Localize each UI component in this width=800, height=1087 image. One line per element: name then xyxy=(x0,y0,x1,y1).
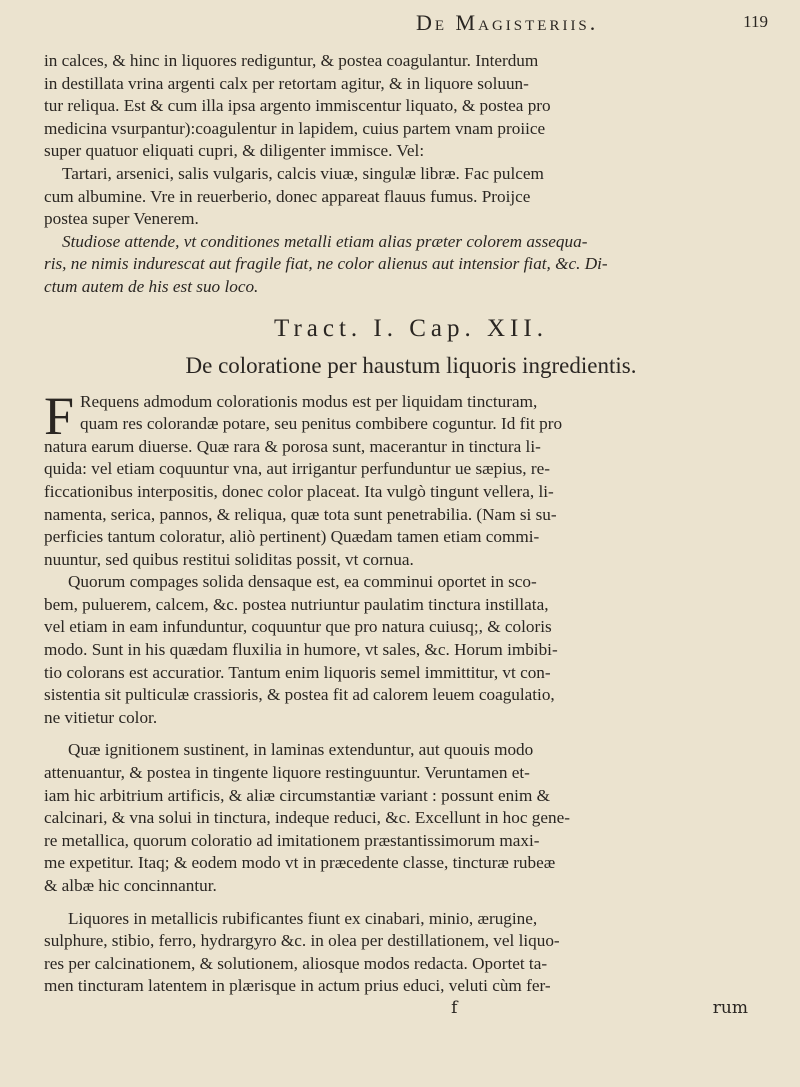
text-line: bem, puluerem, calcem, &c. postea nutriuntur paulatim tinctura instillata, xyxy=(44,594,549,614)
running-head-title: De Magisteriis. xyxy=(416,10,599,35)
text-line: namenta, serica, pannos, & reliqua, quæ tota sunt penetrabilia. (Nam si su- xyxy=(44,504,557,524)
text-line: iam hic arbitrium artificis, & aliæ circumstantiæ variant : possunt enim & xyxy=(44,785,550,805)
text-line: cum albumine. Vre in reuerberio, donec appareat flauus fumus. Proijce xyxy=(44,186,531,206)
text-line: attenuantur, & postea in tingente liquore restinguuntur. Veruntamen et- xyxy=(44,763,530,783)
text-line: Studiose attende, vt conditiones metalli etiam alias præter colorem assequa- xyxy=(62,231,588,251)
page-footer xyxy=(44,998,778,1018)
text-line: quam res colorandæ potare, seu penitus combibere coguntur. Id fit pro xyxy=(80,414,563,434)
text-line: Tartari, arsenici, salis vulgaris, calcis viuæ, singulæ libræ. Fac pulcem xyxy=(62,163,544,183)
text-line: ctum autem de his est suo loco. xyxy=(44,276,259,296)
paragraph-body-2 xyxy=(44,571,778,729)
text-line: quida: vel etiam coquuntur vna, aut irrigantur perfunduntur ue sæpius, re- xyxy=(44,459,550,479)
page-number: 119 xyxy=(743,12,768,31)
section-title: De coloratione per haustum liquoris ingredientis. xyxy=(185,352,637,378)
text-line: & albæ hic concinnantur. xyxy=(44,876,217,895)
text-line: medicina vsurpantur):coagulentur in lapidem, cuius partem vnam proiice xyxy=(44,118,546,138)
text-line: sulphure, stibio, ferro, hydrargyro &c. in olea per destillationem, vel liquo- xyxy=(44,931,560,951)
catchword: rum xyxy=(712,997,748,1018)
paragraph-body-1 xyxy=(44,385,778,572)
signature-mark: f xyxy=(451,997,458,1018)
text-line: ficcationibus interpositis, donec color placeat. Ita vulgò tingunt vellera, li- xyxy=(44,481,554,501)
paragraph-note xyxy=(44,231,778,299)
text-line: men tincturam latentem in plærisque in actum prius educi, veluti cùm fer- xyxy=(44,976,551,996)
text-line: tur reliqua. Est & cum illa ipsa argento immiscentur liquato, & postea pro xyxy=(44,96,551,116)
text-line: res per calcinationem, & solutionem, aliosque modos redacta. Oportet ta- xyxy=(44,953,548,973)
running-head xyxy=(44,10,778,50)
text-line: calcinari, & vna solui in tinctura, indeque reduci, &c. Excellunt in hoc gene- xyxy=(44,808,570,828)
text-line: Quæ ignitionem sustinent, in laminas extenduntur, aut quouis modo xyxy=(68,740,534,760)
text-line: me expetitur. Itaq; & eodem modo vt in præcedente classe, tincturæ rubeæ xyxy=(44,853,556,873)
text-line: Liquores in metallicis rubificantes fiunt ex cinabari, minio, ærugine, xyxy=(68,908,538,928)
paragraph-gap xyxy=(44,898,778,908)
paragraph-body-3 xyxy=(44,739,778,897)
text-line: natura earum diuerse. Quæ rara & porosa sunt, macerantur in tinctura li- xyxy=(44,436,541,456)
text-line: super quatuor eliquati cupri, & diligenter immisce. Vel: xyxy=(44,141,425,161)
text-line: ris, ne nimis indurescat aut fragile fiat, ne color alienus aut intensior fiat, &c. Di- xyxy=(44,254,608,274)
text-line: tio colorans est accuratior. Tantum enim liquoris semel immittitur, vt con- xyxy=(44,662,551,682)
text-line: sistentia sit pulticulæ crassioris, & postea fit ad calorem leuem coagulatio, xyxy=(44,685,555,705)
text-line: modo. Sunt in his quædam fluxilia in humore, vt sales, &c. Horum imbibi- xyxy=(44,640,558,660)
tract-heading: Tract. I. Cap. XII. xyxy=(274,314,548,342)
text-line: ne vitietur color. xyxy=(44,707,158,727)
text-line: Requens admodum colorationis modus est per liquidam tincturam, xyxy=(80,391,538,411)
text-line: in destillata vrina argenti calx per retortam agitur, & in liquore soluun- xyxy=(44,73,529,93)
text-line: perficies tantum coloratur, aliò pertinent) Quædam tamen etiam commi- xyxy=(44,527,540,547)
paragraph-body-4 xyxy=(44,908,778,998)
paragraph-gap xyxy=(44,729,778,739)
text-line: re metallica, quorum coloratio ad imitationem præstantissimorum maxi- xyxy=(44,830,540,850)
text-line: postea super Venerem. xyxy=(44,209,199,229)
text-line: nuuntur, sed quibus restitui soliditas possit, vt cornua. xyxy=(44,549,414,569)
text-line: in calces, & hinc in liquores rediguntur, & postea coagulantur. Interdum xyxy=(44,51,539,70)
paragraph-recipe xyxy=(44,50,778,231)
drop-cap: F xyxy=(44,385,75,446)
body-text xyxy=(44,385,778,998)
text-line: vel etiam in eam infunduntur, coquuntur que pro natura cuiusq;, & coloris xyxy=(44,617,552,637)
text-line: Quorum compages solida densaque est, ea comminui oportet in sco- xyxy=(68,572,537,592)
